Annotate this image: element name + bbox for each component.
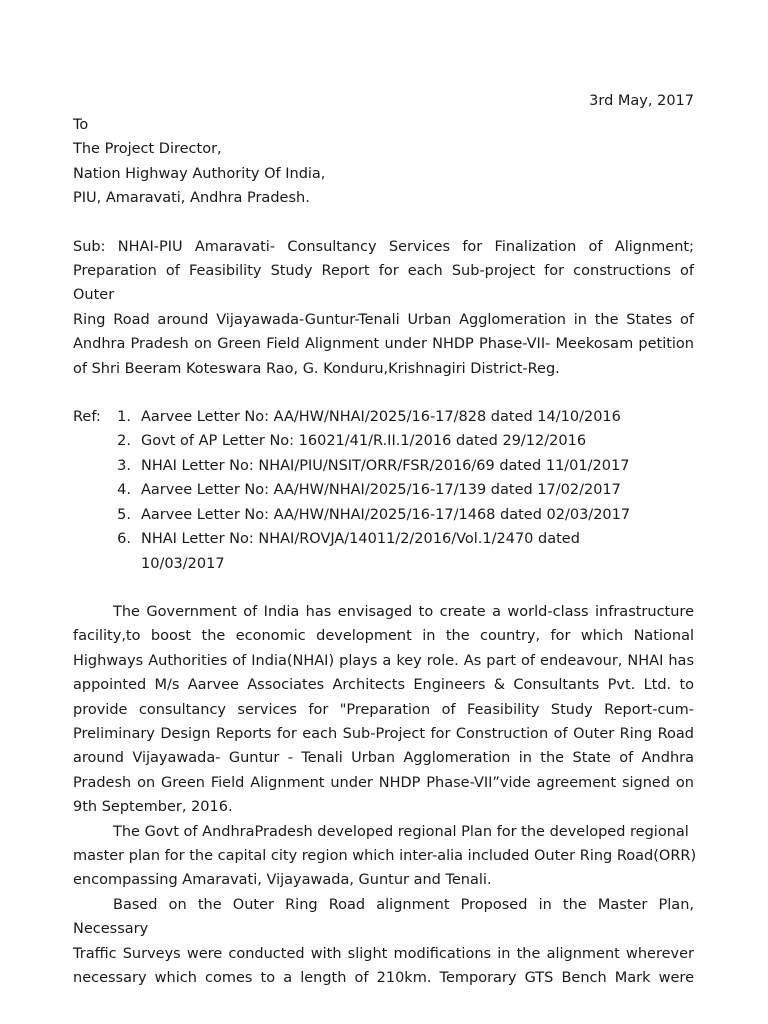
subject-line: Ring Road around Vijayawada-Guntur-Tenali Urban Agglomeration in the States of [73,311,694,328]
address-to: To [73,117,89,133]
body-paragraph-2 [73,820,697,893]
address-block [73,113,694,211]
paragraph-line: appointed M/s Aarvee Associates Architects Engineers & Consultants Pvt. Ltd. to [73,677,694,694]
subject-line: Sub: NHAI-PIU Amaravati- Consultancy Services for Finalization of Alignment; [73,238,694,255]
subject-line: of Shri Beeram Koteswara Rao, G. Konduru,Krishnagiri District-Reg. [73,360,560,377]
paragraph-line: encompassing Amaravati, Vijayawada, Guntur and Tenali. [73,872,492,889]
paragraph-line: The Government of India has envisaged to create a world-class infrastructure [113,603,694,620]
reference-item: Ref: 1. Aarvee Letter No: AA/HW/NHAI/2025/16-17/828 dated 14/10/2016 [73,405,694,429]
paragraph-line: 9th September, 2016. [73,799,233,816]
body-paragraph-3 [73,893,694,991]
reference-item: 5. Aarvee Letter No: AA/HW/NHAI/2025/16-17/1468 dated 02/03/2017 [117,506,631,523]
reference-item-continued: 10/03/2017 [141,555,225,572]
paragraph-line: necessary which comes to a length of 210km. Temporary GTS Bench Mark were [73,970,694,986]
reference-item: 6. NHAI Letter No: NHAI/ROVJA/14011/2/2016/Vol.1/2470 dated [117,531,580,548]
subject-line: Preparation of Feasibility Study Report for each Sub-project for constructions of Outer [73,263,694,304]
paragraph-line: Traffic Surveys were conducted with slight modifications in the alignment wherever [73,945,694,962]
reference-label: Ref: [73,409,101,426]
paragraph-line: provide consultancy services for "Preparation of Feasibility Study Report-cum- [73,701,694,718]
reference-item: 3. NHAI Letter No: NHAI/PIU/NSIT/ORR/FSR/2016/69 dated 11/01/2017 [117,457,630,474]
letter-date: 3rd May, 2017 [589,93,694,109]
paragraph-line: The Govt of AndhraPradesh developed regional Plan for the developed regional [113,823,689,840]
reference-list [73,405,694,576]
subject-line: Andhra Pradesh on Green Field Alignment under NHDP Phase-VII- Meekosam petition [73,336,694,353]
reference-item: 2. Govt of AP Letter No: 16021/41/R.II.1/2016 dated 29/12/2016 [117,433,587,450]
letter-page [73,89,697,990]
address-line: PIU, Amaravati, Andhra Pradesh. [73,190,310,207]
paragraph-line: Pradesh on Green Field Alignment under NHDP Phase-VII”vide agreement signed on [73,774,694,791]
paragraph-line: Preliminary Design Reports for each Sub-Project for Construction of Outer Ring Road [73,725,694,742]
paragraph-line: around Vijayawada- Guntur - Tenali Urban Agglomeration in the State of Andhra [73,750,694,767]
reference-item: 4. Aarvee Letter No: AA/HW/NHAI/2025/16-17/139 dated 17/02/2017 [117,482,621,499]
paragraph-line: facility,to boost the economic development in the country, for which National [73,628,694,645]
paragraph-line: master plan for the capital city region which inter-alia included Outer Ring Road(ORR) [73,847,697,864]
paragraph-line: Based on the Outer Ring Road alignment Proposed in the Master Plan, Necessary [73,896,694,938]
address-line: Nation Highway Authority Of India, [73,165,326,182]
paragraph-line: Highways Authorities of India(NHAI) plays a key role. As part of endeavour, NHAI has [73,652,694,669]
subject-block [73,235,694,381]
body-paragraph-1 [73,600,694,820]
address-line: The Project Director, [73,141,222,158]
